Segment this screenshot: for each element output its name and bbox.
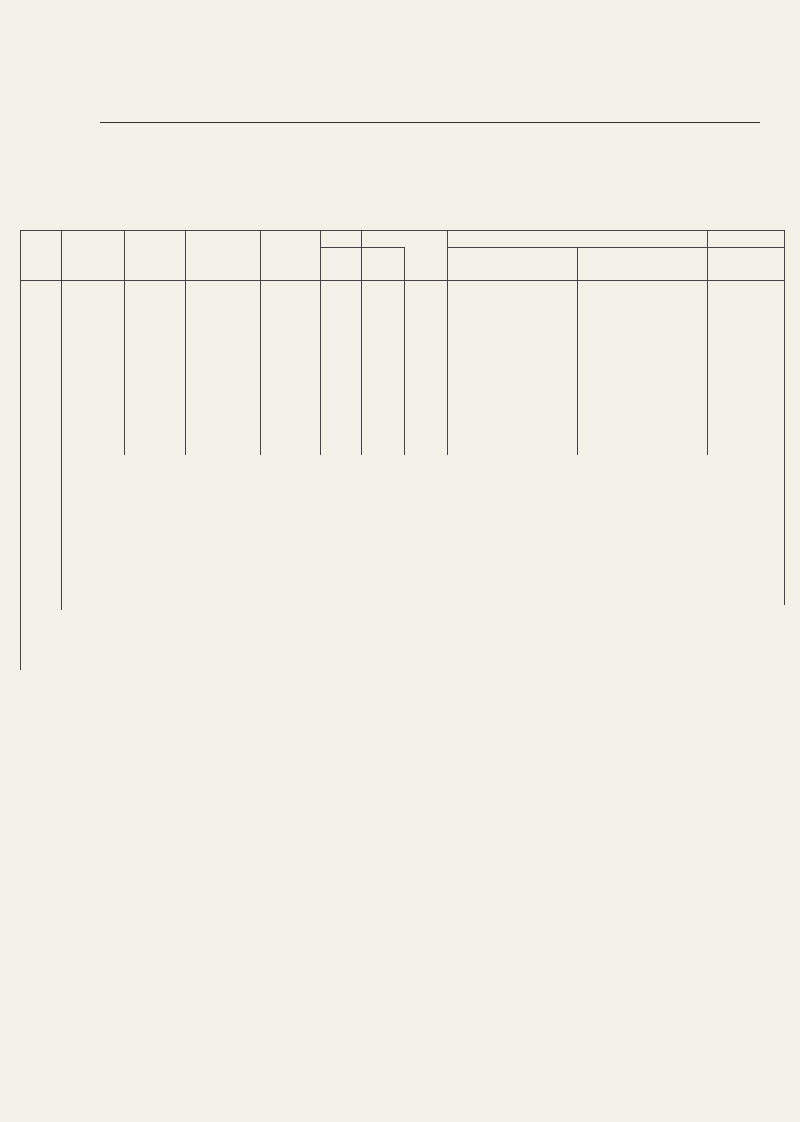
col-divider (124, 230, 125, 455)
header-rule (100, 122, 760, 123)
col-divider (577, 247, 578, 455)
col-divider (320, 230, 321, 455)
t1-mean-col (190, 290, 196, 624)
header-bottom-rule (20, 280, 785, 281)
t1-reap-col (127, 290, 179, 624)
t1-arc-col (264, 290, 270, 624)
t1-disap-col (64, 290, 122, 624)
frame-left (20, 230, 21, 670)
t1-temp-col (22, 290, 28, 624)
col-divider (707, 230, 708, 455)
col-divider (404, 247, 405, 455)
frame-right (784, 230, 785, 605)
col-divider (260, 230, 261, 455)
col-divider (61, 230, 62, 610)
subhead-rule-interval (320, 247, 404, 248)
col-divider (447, 230, 448, 455)
table-top-rule (20, 230, 785, 231)
col-divider (185, 230, 186, 455)
subhead-rule-vibrat (591, 247, 785, 248)
col-divider (361, 230, 362, 455)
